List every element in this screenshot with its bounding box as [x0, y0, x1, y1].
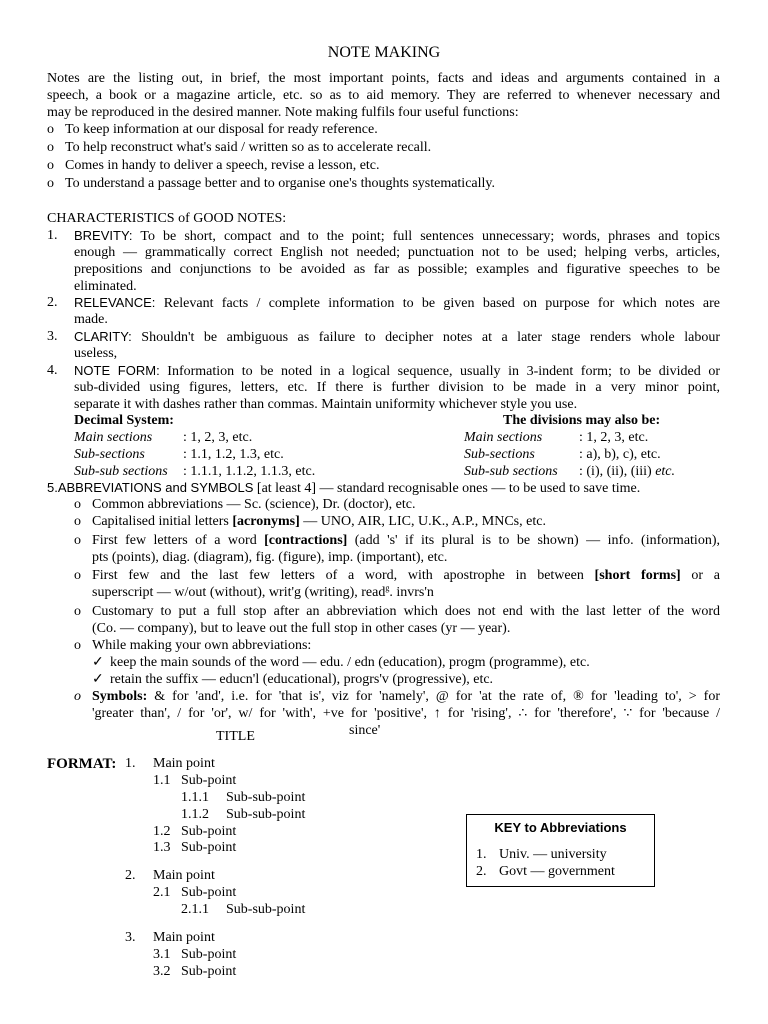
list-item-continuation: (Co. — company), but to leave out the full stop in other cases (yr — year). [92, 621, 511, 636]
relevance-line: made. [74, 312, 108, 327]
intro-line: speech, a book or a magazine article, etc. so as to aid memory. They are referred to whenever necessary and [47, 88, 720, 103]
outline-number: 1.3 [153, 840, 171, 855]
relevance-label: RELEVANCE: [74, 295, 156, 310]
clarity-line: CLARITY: Shouldn't be ambiguous as failure to decipher notes at a later stage renders whole labour [74, 329, 720, 345]
outline-text: Sub-point [181, 964, 237, 979]
outline-text: Sub-sub-point [226, 790, 306, 805]
key-title: KEY to Abbreviations [494, 820, 627, 835]
symbols-line: 'greater than', / for 'or', w/ for 'with', +ve for 'positive', ↑ for 'rising', ∴ for 'therefore', ∵ for 'because / [92, 706, 720, 721]
decimal-label: Sub-sub sections [74, 464, 168, 479]
section-heading: CHARACTERISTICS of GOOD NOTES: [47, 211, 287, 226]
note-form-line: sub-divided using figures, letters, etc. If there is further division to be made in a very minor point, [74, 380, 720, 395]
outline-text: Sub-sub-point [226, 807, 306, 822]
item-number: 4. [47, 363, 58, 378]
check-item: keep the main sounds of the word — edu. / edn (education), progm (programme), etc. [110, 655, 590, 670]
bullet-marker: o [74, 533, 81, 548]
outline-text: Sub-point [181, 840, 237, 855]
decimal-value: : 1.1.1, 1.1.2, 1.1.3, etc. [183, 464, 316, 479]
abbreviations-label: 5.ABBREVIATIONS and SYMBOLS [47, 480, 254, 495]
divisions-label: Main sections [464, 430, 543, 445]
brevity-line: eliminated. [74, 279, 137, 294]
outline-number: 2. [125, 868, 136, 883]
list-item: To keep information at our disposal for ready reference. [65, 122, 378, 137]
list-item-continuation: pts (points), diag. (diagram), fig. (figure), imp. (important), etc. [92, 550, 448, 565]
outline-text: Sub-point [181, 773, 237, 788]
brevity-line: prepositions and conjunctions to be avoided as far as possible; examples and figurative speeches to be [74, 262, 720, 277]
outline-text: Sub-point [181, 885, 237, 900]
outline-number: 1.1.1 [181, 790, 209, 805]
bullet-marker: o [74, 514, 81, 529]
outline-text: Main point [153, 930, 215, 945]
bullet-marker: o [74, 568, 81, 583]
brevity-label: BREVITY: [74, 228, 133, 243]
bullet-marker: o [47, 158, 54, 173]
divisions-value: : a), b), c), etc. [579, 447, 661, 462]
divisions-label: Sub-sections [464, 447, 535, 462]
list-item: Customary to put a full stop after an abbreviation which does not end with the last letter of the word [92, 604, 720, 619]
decimal-value: : 1, 2, 3, etc. [183, 430, 253, 445]
key-number: 1. [476, 847, 487, 862]
key-number: 2. [476, 864, 487, 879]
decimal-heading: Decimal System: [74, 413, 174, 428]
brevity-line: enough — grammatically correct English not needed; punctuation not to be used; helping verbs, articles, [74, 245, 720, 260]
outline-number: 2.1 [153, 885, 171, 900]
item-number: 1. [47, 228, 58, 243]
abbreviations-heading: 5.ABBREVIATIONS and SYMBOLS [at least 4] — standard recognisable ones — to be used to save time. [47, 480, 641, 496]
note-form-label: NOTE FORM: [74, 363, 160, 378]
decimal-label: Main sections [74, 430, 153, 445]
decimal-label: Sub-sections [74, 447, 145, 462]
list-item: Comes in handy to deliver a speech, revise a lesson, etc. [65, 158, 380, 173]
outline-number: 2.1.1 [181, 902, 209, 917]
check-item: retain the suffix — educn'l (educational), progrs'v (progressive), etc. [110, 672, 494, 687]
list-item: To help reconstruct what's said / written so as to accelerate recall. [65, 140, 432, 155]
key-item: Univ. — university [499, 847, 607, 862]
outline-number: 3.2 [153, 964, 171, 979]
divisions-label: Sub-sub sections [464, 464, 558, 479]
format-title: TITLE [216, 729, 255, 744]
symbols-label: Symbols: [92, 689, 148, 704]
page-title: NOTE MAKING [327, 44, 441, 61]
check-icon: ✓ [92, 672, 104, 687]
outline-number: 3. [125, 930, 136, 945]
bullet-marker: o [74, 638, 81, 653]
clarity-line: useless, [74, 346, 118, 361]
outline-number: 3.1 [153, 947, 171, 962]
outline-number: 1.1 [153, 773, 171, 788]
check-icon: ✓ [92, 655, 104, 670]
divisions-value: : 1, 2, 3, etc. [579, 430, 649, 445]
format-label: FORMAT: [47, 756, 117, 772]
key-item: Govt — government [499, 864, 615, 879]
outline-number: 1.1.2 [181, 807, 209, 822]
outline-text: Main point [153, 756, 215, 771]
note-form-line: separate it with dashes rather than commas. Maintain uniformity whichever style you use. [74, 397, 578, 412]
outline-text: Main point [153, 868, 215, 883]
outline-text: Sub-point [181, 947, 237, 962]
bullet-marker: o [47, 122, 54, 137]
outline-text: Sub-sub-point [226, 902, 306, 917]
divisions-heading: The divisions may also be: [503, 413, 661, 428]
note-form-line: NOTE FORM: Information to be noted in a logical sequence, usually in 3-indent form; to be divided or [74, 363, 721, 379]
clarity-label: CLARITY: [74, 329, 132, 344]
intro-line: Notes are the listing out, in brief, the most important points, facts and ideas and arguments contained in a [47, 71, 720, 86]
bullet-marker: o [74, 497, 81, 512]
list-item: First few letters of a word [contractions] (add 's' if its plural is to be shown) — info. (information), [92, 533, 720, 548]
item-number: 3. [47, 329, 58, 344]
outline-number: 1. [125, 756, 136, 771]
bullet-marker: o [74, 689, 81, 704]
bullet-marker: o [47, 176, 54, 191]
outline-text: Sub-point [181, 824, 237, 839]
brevity-line: BREVITY: To be short, compact and to the point; full sentences unnecessary; words, phrases and topics [74, 228, 720, 244]
outline-number: 1.2 [153, 824, 171, 839]
symbols-line: Symbols: & for 'and', i.e. for 'that is', viz for 'namely', @ for 'at the rate of, ® for 'leading to', > for [92, 689, 721, 704]
relevance-line: RELEVANCE: Relevant facts / complete information to be given based on purpose for which notes are [74, 295, 721, 311]
list-item: While making your own abbreviations: [92, 638, 312, 653]
list-item-continuation: superscript — w/out (without), writ'g (writing), read$^g$. invrs'n [92, 583, 434, 600]
divisions-value: : (i), (ii), (iii) etc. [579, 464, 676, 479]
list-item: First few and the last few letters of a word, with apostrophe in between [short forms] or a [92, 568, 720, 583]
list-item: To understand a passage better and to organise one's thoughts systematically. [65, 176, 495, 191]
bullet-marker: o [74, 604, 81, 619]
list-item: Common abbreviations — Sc. (science), Dr. (doctor), etc. [92, 497, 416, 512]
item-number: 2. [47, 295, 58, 310]
key-box [466, 814, 655, 887]
symbols-line: since' [349, 723, 381, 738]
bullet-marker: o [47, 140, 54, 155]
intro-line: may be reproduced in the desired manner. Note making fulfils four useful functions: [47, 105, 519, 120]
list-item: Capitalised initial letters [acronyms] — UNO, AIR, LIC, U.K., A.P., MNCs, etc. [92, 514, 546, 529]
decimal-value: : 1.1, 1.2, 1.3, etc. [183, 447, 284, 462]
